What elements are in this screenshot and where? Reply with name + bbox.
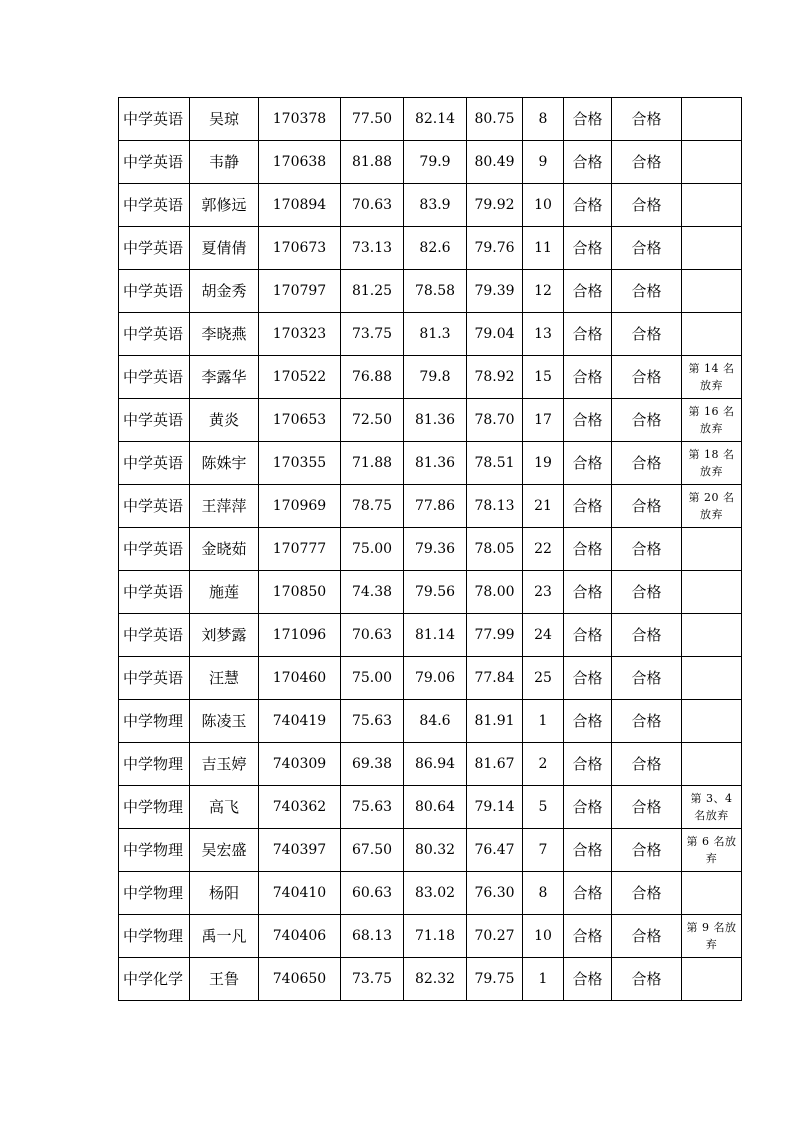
name-cell: 吉玉婷 [190,743,259,786]
total-score-cell: 78.13 [467,485,523,528]
exam-id-cell: 170323 [259,313,341,356]
status-1-cell: 合格 [564,227,612,270]
score-2-cell: 83.9 [404,184,467,227]
table-row [119,700,742,743]
name-cell: 吴琼 [190,98,259,141]
status-1-cell: 合格 [564,614,612,657]
score-2-cell: 78.58 [404,270,467,313]
note-cell [682,614,742,657]
status-2-cell: 合格 [612,872,682,915]
name-cell: 黄炎 [190,399,259,442]
name-cell: 夏倩倩 [190,227,259,270]
name-cell: 陈姝宇 [190,442,259,485]
note-cell [682,313,742,356]
note-cell: 第 6 名放弃 [682,829,742,872]
total-score-cell: 77.99 [467,614,523,657]
exam-id-cell: 170355 [259,442,341,485]
score-1-cell: 60.63 [341,872,404,915]
status-1-cell: 合格 [564,657,612,700]
subject-cell: 中学物理 [119,915,190,958]
total-score-cell: 78.00 [467,571,523,614]
exam-id-cell: 170378 [259,98,341,141]
name-cell: 韦静 [190,141,259,184]
status-1-cell: 合格 [564,872,612,915]
rank-cell: 5 [523,786,564,829]
subject-cell: 中学英语 [119,399,190,442]
name-cell: 杨阳 [190,872,259,915]
exam-id-cell: 740419 [259,700,341,743]
note-cell [682,700,742,743]
total-score-cell: 79.04 [467,313,523,356]
status-2-cell: 合格 [612,571,682,614]
total-score-cell: 70.27 [467,915,523,958]
subject-cell: 中学英语 [119,356,190,399]
rank-cell: 21 [523,485,564,528]
score-1-cell: 75.63 [341,700,404,743]
exam-id-cell: 170522 [259,356,341,399]
score-1-cell: 73.75 [341,313,404,356]
subject-cell: 中学英语 [119,485,190,528]
rank-cell: 8 [523,98,564,141]
status-2-cell: 合格 [612,915,682,958]
subject-cell: 中学英语 [119,528,190,571]
note-cell [682,98,742,141]
status-2-cell: 合格 [612,184,682,227]
rank-cell: 11 [523,227,564,270]
exam-id-cell: 740410 [259,872,341,915]
status-2-cell: 合格 [612,829,682,872]
rank-cell: 17 [523,399,564,442]
score-2-cell: 83.02 [404,872,467,915]
score-2-cell: 71.18 [404,915,467,958]
subject-cell: 中学物理 [119,829,190,872]
note-cell [682,743,742,786]
status-2-cell: 合格 [612,141,682,184]
score-2-cell: 81.3 [404,313,467,356]
exam-id-cell: 170969 [259,485,341,528]
status-1-cell: 合格 [564,98,612,141]
score-2-cell: 84.6 [404,700,467,743]
table-row [119,356,742,399]
subject-cell: 中学英语 [119,614,190,657]
total-score-cell: 79.14 [467,786,523,829]
score-1-cell: 70.63 [341,184,404,227]
table-row [119,313,742,356]
total-score-cell: 78.70 [467,399,523,442]
status-2-cell: 合格 [612,313,682,356]
table-row [119,743,742,786]
note-cell: 第 14 名放弃 [682,356,742,399]
table-row [119,141,742,184]
table-row [119,485,742,528]
exam-id-cell: 740650 [259,958,341,1001]
table-row [119,184,742,227]
exam-id-cell: 170653 [259,399,341,442]
total-score-cell: 77.84 [467,657,523,700]
status-1-cell: 合格 [564,485,612,528]
score-1-cell: 81.88 [341,141,404,184]
rank-cell: 22 [523,528,564,571]
rank-cell: 24 [523,614,564,657]
table-row [119,786,742,829]
subject-cell: 中学英语 [119,184,190,227]
subject-cell: 中学物理 [119,786,190,829]
score-2-cell: 81.36 [404,442,467,485]
subject-cell: 中学化学 [119,958,190,1001]
score-1-cell: 75.00 [341,528,404,571]
note-cell [682,141,742,184]
status-1-cell: 合格 [564,399,612,442]
score-2-cell: 80.64 [404,786,467,829]
exam-id-cell: 740406 [259,915,341,958]
subject-cell: 中学物理 [119,872,190,915]
name-cell: 吴宏盛 [190,829,259,872]
score-1-cell: 72.50 [341,399,404,442]
score-2-cell: 82.6 [404,227,467,270]
total-score-cell: 79.75 [467,958,523,1001]
score-1-cell: 74.38 [341,571,404,614]
name-cell: 施莲 [190,571,259,614]
note-cell [682,528,742,571]
subject-cell: 中学英语 [119,141,190,184]
status-1-cell: 合格 [564,528,612,571]
name-cell: 李露华 [190,356,259,399]
status-2-cell: 合格 [612,786,682,829]
table-row [119,829,742,872]
exam-id-cell: 170638 [259,141,341,184]
rank-cell: 1 [523,700,564,743]
exam-id-cell: 740362 [259,786,341,829]
name-cell: 刘梦露 [190,614,259,657]
total-score-cell: 76.30 [467,872,523,915]
rank-cell: 19 [523,442,564,485]
status-1-cell: 合格 [564,184,612,227]
name-cell: 王鲁 [190,958,259,1001]
table-row [119,442,742,485]
table-row [119,872,742,915]
table-row [119,657,742,700]
status-1-cell: 合格 [564,313,612,356]
status-1-cell: 合格 [564,141,612,184]
score-2-cell: 81.14 [404,614,467,657]
note-cell: 第 9 名放弃 [682,915,742,958]
exam-id-cell: 170673 [259,227,341,270]
subject-cell: 中学英语 [119,227,190,270]
rank-cell: 13 [523,313,564,356]
total-score-cell: 79.39 [467,270,523,313]
note-cell [682,657,742,700]
rank-cell: 10 [523,915,564,958]
name-cell: 李晓燕 [190,313,259,356]
name-cell: 高飞 [190,786,259,829]
total-score-cell: 78.05 [467,528,523,571]
score-1-cell: 69.38 [341,743,404,786]
note-cell: 第 16 名放弃 [682,399,742,442]
status-2-cell: 合格 [612,614,682,657]
score-1-cell: 78.75 [341,485,404,528]
score-1-cell: 76.88 [341,356,404,399]
status-1-cell: 合格 [564,571,612,614]
score-2-cell: 82.32 [404,958,467,1001]
results-table [118,97,742,1001]
score-2-cell: 80.32 [404,829,467,872]
score-1-cell: 77.50 [341,98,404,141]
exam-id-cell: 170777 [259,528,341,571]
note-cell: 第 20 名放弃 [682,485,742,528]
score-1-cell: 75.00 [341,657,404,700]
status-2-cell: 合格 [612,743,682,786]
rank-cell: 23 [523,571,564,614]
exam-id-cell: 171096 [259,614,341,657]
table-row [119,528,742,571]
name-cell: 王萍萍 [190,485,259,528]
rank-cell: 15 [523,356,564,399]
rank-cell: 10 [523,184,564,227]
rank-cell: 9 [523,141,564,184]
status-2-cell: 合格 [612,356,682,399]
subject-cell: 中学英语 [119,98,190,141]
status-2-cell: 合格 [612,270,682,313]
subject-cell: 中学英语 [119,270,190,313]
subject-cell: 中学英语 [119,313,190,356]
total-score-cell: 76.47 [467,829,523,872]
total-score-cell: 79.76 [467,227,523,270]
table-row [119,98,742,141]
total-score-cell: 78.51 [467,442,523,485]
note-cell [682,270,742,313]
status-1-cell: 合格 [564,958,612,1001]
status-2-cell: 合格 [612,399,682,442]
score-2-cell: 81.36 [404,399,467,442]
name-cell: 陈凌玉 [190,700,259,743]
subject-cell: 中学英语 [119,442,190,485]
status-2-cell: 合格 [612,700,682,743]
rank-cell: 12 [523,270,564,313]
status-2-cell: 合格 [612,98,682,141]
table-row [119,614,742,657]
status-1-cell: 合格 [564,743,612,786]
score-1-cell: 73.75 [341,958,404,1001]
rank-cell: 1 [523,958,564,1001]
score-2-cell: 79.36 [404,528,467,571]
rank-cell: 8 [523,872,564,915]
score-1-cell: 68.13 [341,915,404,958]
subject-cell: 中学英语 [119,571,190,614]
name-cell: 胡金秀 [190,270,259,313]
table-row [119,399,742,442]
status-2-cell: 合格 [612,958,682,1001]
name-cell: 金晓茹 [190,528,259,571]
score-2-cell: 82.14 [404,98,467,141]
total-score-cell: 81.67 [467,743,523,786]
score-1-cell: 75.63 [341,786,404,829]
subject-cell: 中学英语 [119,657,190,700]
table-body [119,98,742,1001]
table-row [119,270,742,313]
status-1-cell: 合格 [564,356,612,399]
status-2-cell: 合格 [612,657,682,700]
exam-id-cell: 170797 [259,270,341,313]
status-2-cell: 合格 [612,442,682,485]
exam-id-cell: 740397 [259,829,341,872]
score-2-cell: 79.56 [404,571,467,614]
status-2-cell: 合格 [612,485,682,528]
score-2-cell: 79.9 [404,141,467,184]
note-cell [682,958,742,1001]
rank-cell: 2 [523,743,564,786]
status-1-cell: 合格 [564,829,612,872]
name-cell: 汪慧 [190,657,259,700]
note-cell [682,184,742,227]
score-1-cell: 71.88 [341,442,404,485]
exam-id-cell: 170850 [259,571,341,614]
note-cell [682,872,742,915]
total-score-cell: 78.92 [467,356,523,399]
total-score-cell: 80.75 [467,98,523,141]
score-1-cell: 70.63 [341,614,404,657]
table-row [119,915,742,958]
name-cell: 禹一凡 [190,915,259,958]
score-1-cell: 81.25 [341,270,404,313]
note-cell: 第 18 名放弃 [682,442,742,485]
total-score-cell: 80.49 [467,141,523,184]
score-2-cell: 86.94 [404,743,467,786]
table-row [119,958,742,1001]
rank-cell: 7 [523,829,564,872]
exam-id-cell: 170460 [259,657,341,700]
status-1-cell: 合格 [564,700,612,743]
rank-cell: 25 [523,657,564,700]
subject-cell: 中学物理 [119,743,190,786]
exam-id-cell: 740309 [259,743,341,786]
name-cell: 郭修远 [190,184,259,227]
exam-id-cell: 170894 [259,184,341,227]
table-row [119,227,742,270]
status-1-cell: 合格 [564,915,612,958]
score-1-cell: 73.13 [341,227,404,270]
status-1-cell: 合格 [564,442,612,485]
score-1-cell: 67.50 [341,829,404,872]
total-score-cell: 79.92 [467,184,523,227]
status-1-cell: 合格 [564,786,612,829]
total-score-cell: 81.91 [467,700,523,743]
table-row [119,571,742,614]
status-2-cell: 合格 [612,227,682,270]
status-1-cell: 合格 [564,270,612,313]
score-2-cell: 79.8 [404,356,467,399]
score-2-cell: 79.06 [404,657,467,700]
note-cell [682,227,742,270]
subject-cell: 中学物理 [119,700,190,743]
score-2-cell: 77.86 [404,485,467,528]
note-cell [682,571,742,614]
note-cell: 第 3、4 名放弃 [682,786,742,829]
status-2-cell: 合格 [612,528,682,571]
